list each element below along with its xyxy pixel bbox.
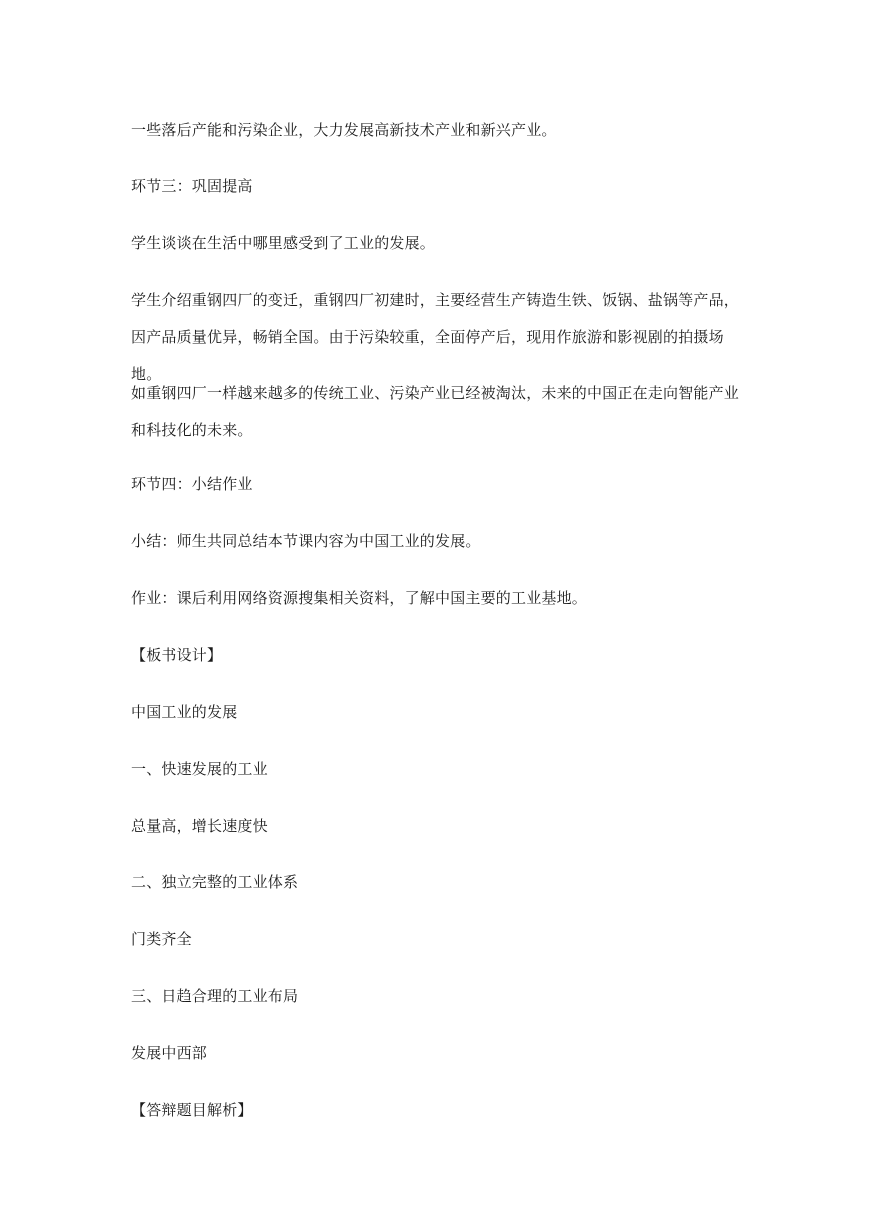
paragraph-summary: 小结：师生共同总结本节课内容为中国工业的发展。	[131, 532, 481, 550]
paragraph-intro: 一些落后产能和污染企业，大力发展高新技术产业和新兴产业。	[131, 121, 557, 139]
board-point-three: 三、日趋合理的工业布局	[131, 987, 299, 1005]
section-heading-step-three: 环节三：巩固提高	[131, 177, 253, 195]
section-heading-board-design: 【板书设计】	[131, 646, 223, 664]
board-point-two-detail: 门类齐全	[131, 930, 192, 948]
paragraph-future-industry: 如重钢四厂一样越来越多的传统工业、污染产业已经被淘汰，未来的中国正在走向智能产业和科技化的未来。	[131, 384, 740, 439]
board-point-one: 一、快速发展的工业	[131, 760, 268, 778]
section-heading-defense-questions: 【答辩题目解析】	[131, 1101, 253, 1119]
board-point-two: 二、独立完整的工业体系	[131, 873, 299, 891]
board-title: 中国工业的发展	[131, 703, 238, 721]
paragraph-steel-plant: 学生介绍重钢四厂的变迁，重钢四厂初建时，主要经营生产铸造生铁、饭锅、盐锅等产品，因产品质量优异，畅销全国。由于污染较重，全面停产后，现用作旅游和影视剧的拍摄场地。	[131, 291, 740, 383]
section-heading-step-four: 环节四：小结作业	[131, 475, 253, 493]
paragraph-students-discuss: 学生谈谈在生活中哪里感受到了工业的发展。	[131, 234, 436, 252]
board-point-three-detail: 发展中西部	[131, 1044, 208, 1062]
paragraph-homework: 作业：课后利用网络资源搜集相关资料，了解中国主要的工业基地。	[131, 589, 588, 607]
board-point-one-detail: 总量高，增长速度快	[131, 817, 268, 835]
